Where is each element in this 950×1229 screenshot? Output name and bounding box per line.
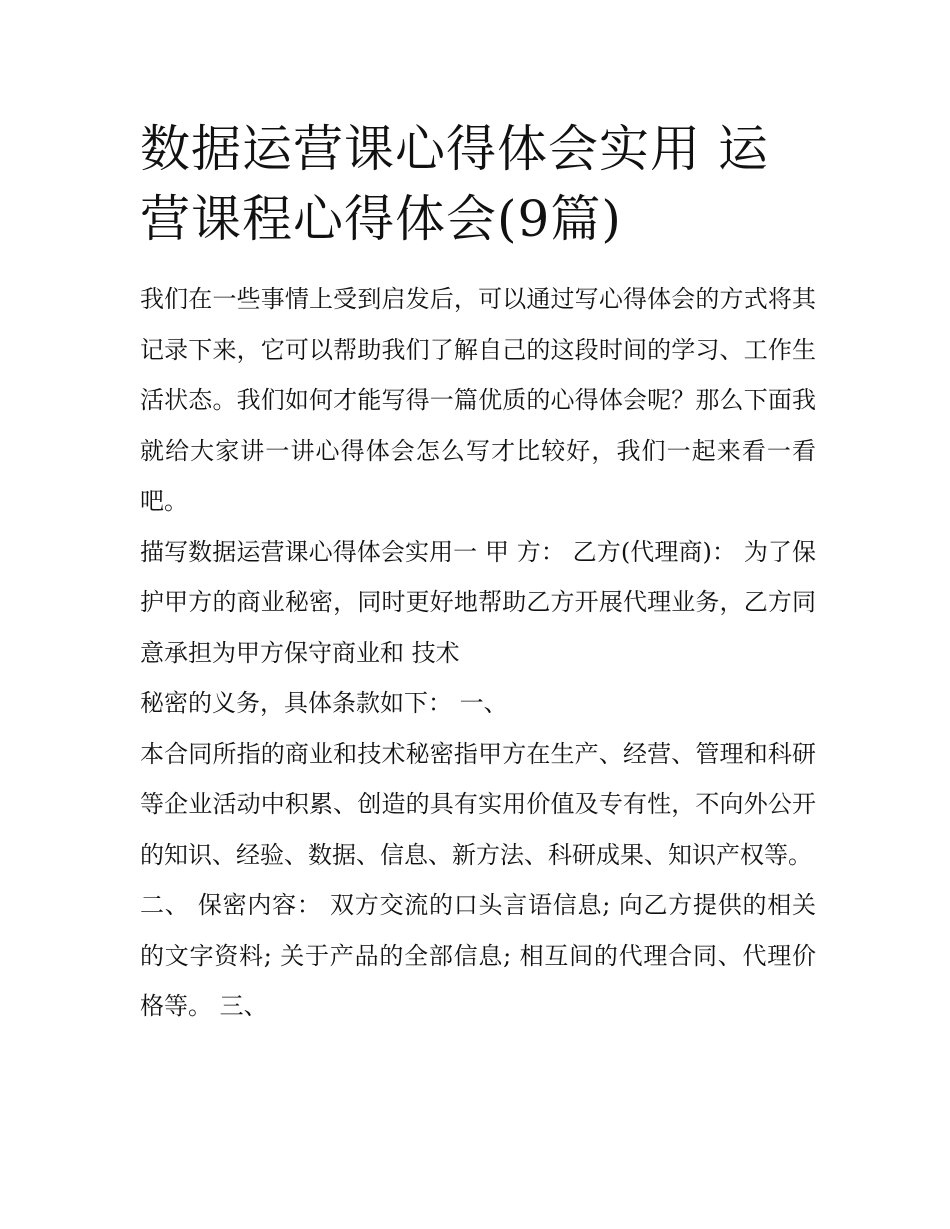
document-title: 数据运营课心得体会实用 运营课程心得体会(9篇) <box>140 120 769 248</box>
paragraph-parties: 描写数据运营课心得体会实用一 甲 方： 乙方(代理商)： 为了保护甲方的商业秘密，同时更好地帮助乙方开展代理业务，乙方同意承担为甲方保守商业和 技术 <box>140 537 816 667</box>
paragraph-obligation: 秘密的义务，具体条款如下： 一、 <box>140 689 508 717</box>
paragraph-content: 二、 保密内容： 双方交流的口头言语信息; 向乙方提供的相关的文字资料; 关于产品的全部信息; 相互间的代理合同、代理价格等。 三、 <box>140 891 816 1020</box>
paragraph-intro: 我们在一些事情上受到启发后，可以通过写心得体会的方式将其记录下来，它可以帮助我们了解自己的这段时间的学习、工作生活状态。我们如何才能写得一篇优质的心得体会呢？那么下面我就给大家讲一讲心得体会怎么写才比较好，我们一起来看一看吧。 <box>140 285 816 515</box>
paragraph-definition: 本合同所指的商业和技术秘密指甲方在生产、经营、管理和科研等企业活动中积累、创造的具有实用价值及专有性，不向外公开的知识、经验、数据、信息、新方法、科研成果、知识产权等。 <box>140 739 816 869</box>
document-page <box>140 114 816 1032</box>
